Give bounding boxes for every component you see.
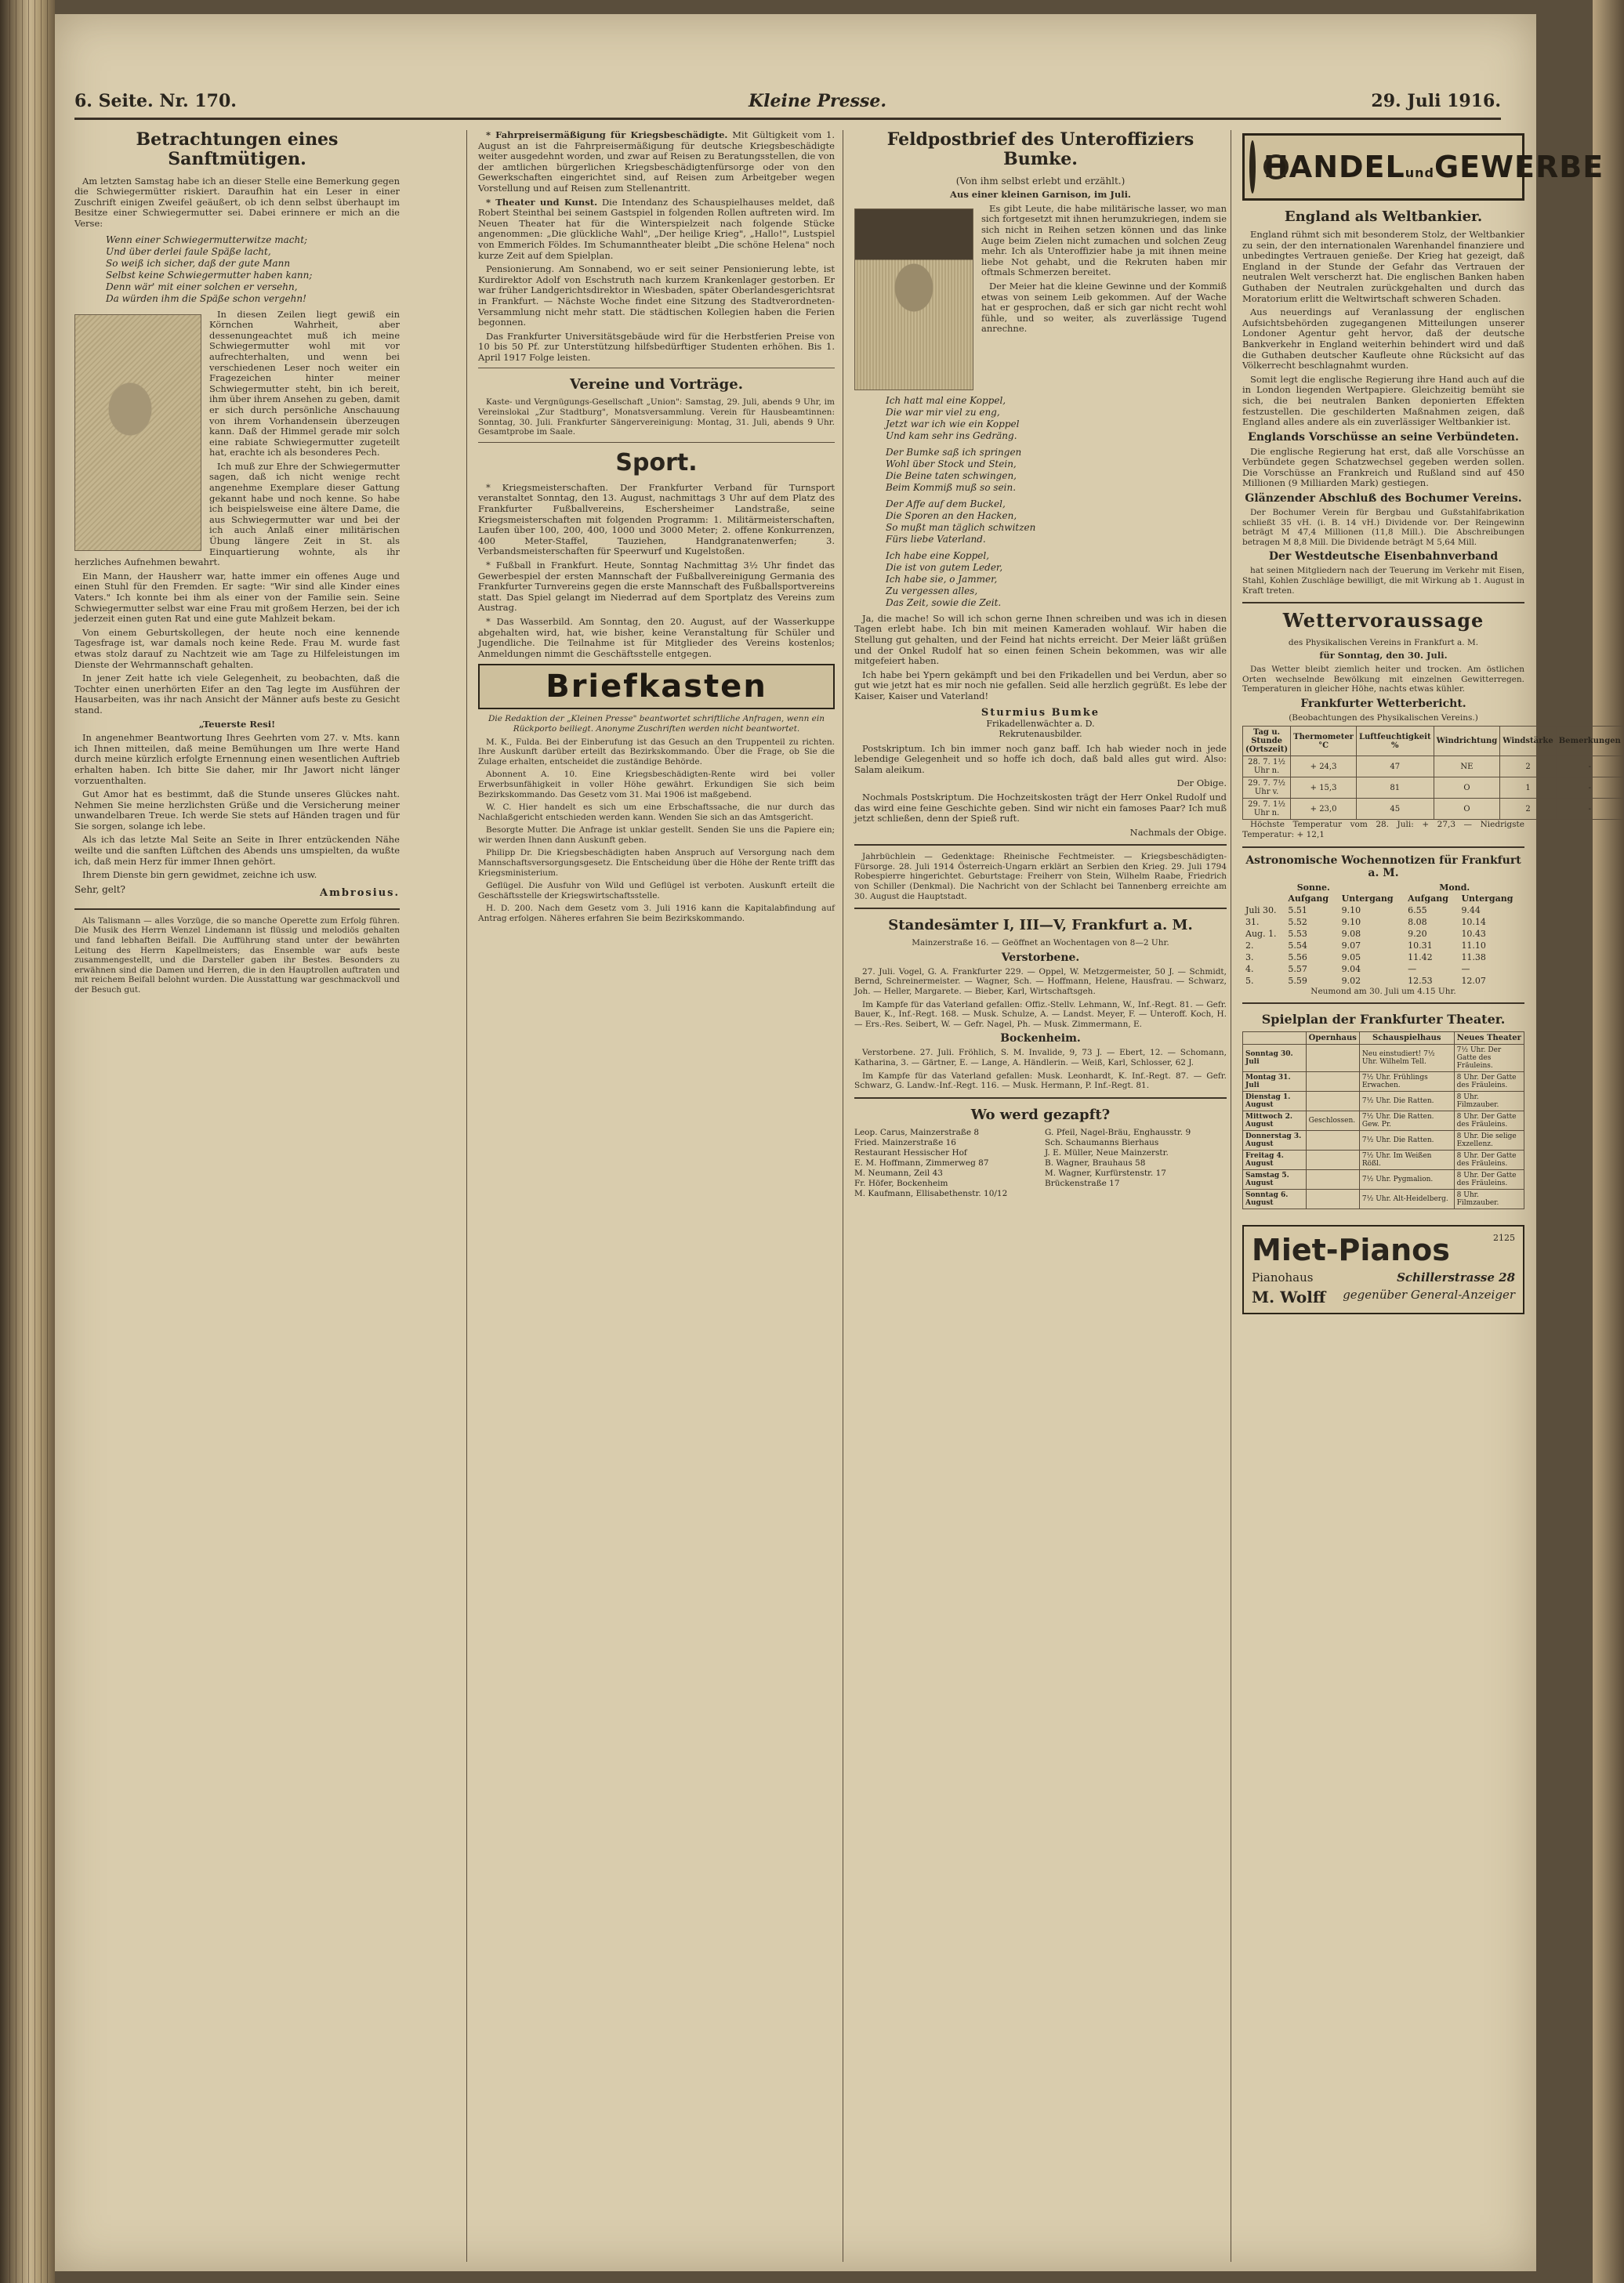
poem-line: Ich habe sie, o Jammer, <box>886 573 998 585</box>
subsection-title: Bockenheim. <box>1000 1032 1081 1045</box>
section-divider <box>1242 1002 1524 1004</box>
theater-table <box>1242 1031 1524 1209</box>
table-header: Tag u. Stunde (Ortszeit) <box>1243 727 1291 756</box>
poem-line: Ich habe eine Koppel, <box>886 549 990 561</box>
astro-note: Neumond am 30. Juli um 4.15 Uhr. <box>1310 986 1456 996</box>
table-cell: 8 Uhr. Der Gatte des Fräuleins. <box>1454 1111 1524 1131</box>
table-cell: 7½ Uhr. Die Ratten. <box>1359 1131 1454 1151</box>
table-cell: 1 <box>1500 777 1556 799</box>
table-cell: 81 <box>1356 777 1434 799</box>
masthead: Kleine Presse. <box>749 91 887 111</box>
table-cell <box>1306 1151 1359 1170</box>
table-cell: O <box>1434 799 1500 820</box>
postscript: Postskriptum. Ich bin immer noch ganz baff. Ich hab wieder noch in jede lebendige Gelegenheit und so hoffe ich doch, daß bald alles gut wird. Also: Salam aleikum. <box>854 742 1227 775</box>
sign-remark: Sehr, gelt? <box>74 883 125 895</box>
item-text: Die Intendanz des Schauspielhauses meldet, daß Robert Steinthal bei seinem Gastspiel in folgenden Rollen auftreten wird. Im Neuen Theater hat für die Winterspielzeit nach folgende Stücke angenommen: „Die glückliche Wahl", „Der heilige Krieg", „Hallo!", Lustspiel von Emmerich Földes. Im Schumanntheater bleibt „Die schöne Helena" noch kurze Zeit auf dem Spielplan. <box>478 196 835 261</box>
registry-text: Verstorbene. 27. Juli. Fröhlich, S. M. Invalide, 9, 73 J. — Ebert, 12. — Schomann, Katharina, 3. — Gärtner, E. — Lange, A. Händlerin. — Weiß, Karl, Schlosser, 62 J. <box>854 1048 1227 1067</box>
subsection-title: Verstorbene. <box>1001 951 1080 964</box>
article-paragraph: Am letzten Samstag habe ich an dieser Stelle eine Bemerkung gegen die Schwiegermütter riskiert. Daraufhin hat ein Leser in einer Zuschrift einigen Zweifel geäußert, ob ich denn selbst überhaupt im Besitze einer Schwiegermutter sei. Dabei erinnere er mich an die Verse: <box>74 175 400 229</box>
briefkasten-answer: H. D. 200. Nach dem Gesetz vom 3. Juli 1916 kann die Kapitalabfindung auf Antrag erfolgen. Näheres erfahren Sie beim Bezirkskommando. <box>478 904 835 924</box>
table-header: Windrichtung <box>1434 727 1500 756</box>
article-title: Der Westdeutsche Eisenbahnverband <box>1268 550 1499 564</box>
table-cell: - <box>1556 777 1623 799</box>
section-subtitle: Mainzerstraße 16. — Geöffnet an Wochentagen von 8—2 Uhr. <box>912 938 1169 948</box>
table-header <box>1243 1032 1307 1045</box>
list-item: Fried. Mainzerstraße 16 <box>854 1137 956 1147</box>
list-item: J. E. Müller, Neue Mainzerstr. <box>1045 1147 1169 1158</box>
weather-table <box>1242 726 1624 820</box>
briefkasten-answer: Geflügel. Die Ausfuhr von Wild und Geflügel ist verboten. Auskunft erteilt die Geschäftsstelle der Kriegswirtschaftsstelle. <box>478 881 835 901</box>
table-cell: 31. <box>1245 916 1260 927</box>
table-cell: 8 Uhr. Filmzauber. <box>1454 1092 1524 1111</box>
postscript-sign: Der Obige. <box>1176 777 1227 789</box>
table-cell: 10.43 <box>1461 928 1486 939</box>
weather-extremes: Höchste Temperatur vom 28. Juli: + 27,3 — Niedrigste Temperatur: + 12,1 <box>1242 820 1524 839</box>
table-row <box>1242 951 1524 963</box>
article-title: Feldpostbrief des Unteroffiziers Bumke. <box>886 129 1194 170</box>
table-cell: 9.05 <box>1341 951 1361 962</box>
poem-line: Die ist von gutem Leder, <box>886 561 1003 573</box>
briefkasten-answer: Philipp Dr. Die Kriegsbeschädigten haben Anspruch auf Versorgung nach dem Mannschaftsversorgungsgesetz. Die Entscheidung über die Höhe der Rente trifft das Kriegsministerium. <box>478 848 835 878</box>
issue-date: 29. Juli 1916. <box>1371 91 1501 111</box>
table-cell: + 24,3 <box>1291 756 1357 777</box>
astro-moon-label: Mond. <box>1439 882 1470 893</box>
table-cell: 9.07 <box>1341 940 1361 951</box>
table-cell: Mittwoch 2. August <box>1243 1111 1307 1131</box>
ad-text: Pianohaus <box>1252 1270 1314 1285</box>
ad-number: 2125 <box>1493 1233 1515 1244</box>
table-cell: — <box>1408 963 1417 974</box>
table-row <box>1243 1131 1524 1151</box>
table-cell: + 23,0 <box>1291 799 1357 820</box>
poem-line: Und kam sehr ins Gedräng. <box>886 429 1017 441</box>
table-header <box>1242 893 1285 904</box>
article-paragraph: England rühmt sich mit besonderem Stolz, der Weltbankier zu sein, der den internationalen Warenhandel finanziere und unbedingtes Vertrauen genieße. Der Krieg hat gezeigt, daß England in der Stunde der Gefahr das Vertrauen der neutralen Welt verscherzt hat. Die englischen Banken haben Guthaben der Neutralen zurückgehalten und durch das Moratorium erlitt die Weltwirtschaft schweren Schaden. <box>1242 229 1524 304</box>
item-heading: * Theater und Kunst. <box>486 196 598 208</box>
table-row <box>1242 940 1524 951</box>
table-cell: Dienstag 1. August <box>1243 1092 1307 1111</box>
poem-line: So mußt man täglich schwitzen <box>886 521 1036 533</box>
poem-line: So weiß ich sicher, daß der gute Mann <box>106 257 291 269</box>
table-cell <box>1306 1092 1359 1111</box>
briefkasten-answer: M. K., Fulda. Bei der Einberufung ist das Gesuch an den Truppenteil zu richten. Ihre Auskunft darüber erteilt das Bezirkskommando. Über die Frage, ob Sie die Zulage erhalten, entscheidet die zuständige Behörde. <box>478 737 835 766</box>
poem <box>886 498 1227 545</box>
caricature-illustration <box>74 314 201 551</box>
banner-word: und <box>1405 165 1434 180</box>
article-title: Betrachtungen eines Sanftmütigen. <box>136 129 339 170</box>
table-cell: O <box>1434 777 1500 799</box>
article-paragraph: Die englische Regierung hat erst, daß alle Vorschüsse an Verbündete gegen Schatzwechsel gegeben werden sollen. Die Vorschüsse an Frankreich und Rußland sind auf 450 Millionen (9 Milliarden Mark) gestiegen. <box>1242 445 1524 489</box>
letter-closing: Ihrem Dienste bin gern gewidmet, zeichne ich usw. <box>82 869 317 881</box>
article-paragraph: Es gibt Leute, die habe militärische lasser, wo man sich fortgesetzt mit ihnen herumzukriegen, indem sie sich nicht in Reihen setzen können und das linke Auge beim Zielen nicht zumachen und solchen Zeug mehr. Ich als Unteroffizier habe ja mit ihnen meine liebe Not gehabt, und die Rekruten haben mir oftmals Schmerzen bereitet. <box>981 202 1227 278</box>
table-row <box>1242 904 1524 916</box>
weather-text: Das Wetter bleibt ziemlich heiter und trocken. Am östlichen Orten wechselnde Bewölkung mit einzelnen Gewitterregen. Temperaturen in gleicher Höhe, nachts etwas kühler. <box>1242 665 1524 694</box>
table-cell: Neu einstudiert! 7½ Uhr. Wilhelm Tell. <box>1359 1045 1454 1072</box>
poem-line: Das Zeit, sowie die Zeit. <box>886 596 1002 608</box>
table-cell: 5.53 <box>1288 928 1307 939</box>
table-cell: 12.53 <box>1408 975 1433 986</box>
piano-advertisement <box>1242 1225 1524 1314</box>
astro-title: Astronomische Wochennotizen für Frankfurt a. M. <box>1245 853 1521 879</box>
table-cell: 10.14 <box>1461 916 1486 927</box>
article-paragraph: hat seinen Mitgliedern nach der Teuerung im Verkehr mit Eisen, Stahl, Kohlen Zuschläge bewilligt, die mit Wirkung ab 1. August in Kraft treten. <box>1242 566 1524 596</box>
weather-subtitle: des Physikalischen Vereins in Frankfurt a. M. <box>1288 637 1479 647</box>
poem-line: Und über derlei faule Späße lacht, <box>106 245 271 257</box>
table-row <box>1242 963 1524 975</box>
author-signature: Sturmius Bumke <box>981 706 1100 719</box>
table-cell: 3. <box>1245 951 1254 962</box>
table-cell: 5.59 <box>1288 975 1307 986</box>
weather-obs-subtitle: (Beobachtungen des Physikalischen Vereins.) <box>1289 712 1478 723</box>
table-cell: 9.08 <box>1341 928 1361 939</box>
table-cell: 7½ Uhr. Im Weißen Rößl. <box>1359 1151 1454 1170</box>
column-2 <box>478 130 835 927</box>
ad-text: gegenüber General-Anzeiger <box>1343 1288 1515 1303</box>
table-cell: + 15,3 <box>1291 777 1357 799</box>
page-header <box>74 86 1501 120</box>
list-item: M. Neumann, Zeil 43 <box>854 1168 943 1178</box>
weather-title: Wettervoraussage <box>1282 609 1484 632</box>
article-title: Englands Vorschüsse an seine Verbündeten. <box>1248 430 1519 444</box>
table-header: Untergang <box>1341 893 1394 904</box>
list-item: G. Pfeil, Nagel-Bräu, Enghausstr. 9 <box>1045 1127 1191 1137</box>
list-item: M. Wagner, Kurfürstenstr. 17 <box>1045 1168 1166 1178</box>
author-title: Rekrutenausbilder. <box>999 728 1082 739</box>
poem-line: Wohl über Stock und Stein, <box>886 458 1017 469</box>
table-cell: NE <box>1434 756 1500 777</box>
table-cell: 11.10 <box>1461 940 1486 951</box>
list-item: Brückenstraße 17 <box>1045 1178 1120 1188</box>
weather-obs-title: Frankfurter Wetterbericht. <box>1300 697 1466 710</box>
column-3 <box>854 130 1227 1199</box>
list-item: B. Wagner, Brauhaus 58 <box>1045 1158 1146 1168</box>
table-row <box>1243 1111 1524 1131</box>
table-cell: Aug. 1. <box>1245 928 1277 939</box>
poem-line: Der Affe auf dem Buckel, <box>886 498 1006 509</box>
poem-line: Beim Kommiß muß so sein. <box>886 481 1017 493</box>
table-cell: - <box>1556 799 1623 820</box>
table-header: Bemerkungen <box>1556 727 1623 756</box>
poem-line: Fürs liebe Vaterland. <box>886 533 986 545</box>
table-cell: 7½ Uhr. Die Ratten. Gew. Pr. <box>1359 1111 1454 1131</box>
table-cell: 9.10 <box>1341 904 1361 915</box>
article-paragraph: Aus neuerdings auf Veranlassung der englischen Aufsichtsbehörden zugegangenen Mitteilungen unserer Londoner Agentur geht hervor, daß der deutsche Bankverkehr in England weiterhin behindert wird und daß die Guthaben deutscher Kaufleute ohne Rücksicht auf das Völkerrecht beschlagnahmt wurden. <box>1242 306 1524 371</box>
author-signature: Ambrosius. <box>319 886 400 899</box>
table-header: Thermometer °C <box>1291 727 1357 756</box>
section-title: Vereine und Vorträge. <box>570 376 743 393</box>
sport-heading: Sport. <box>615 448 698 477</box>
sport-text: * Fußball in Frankfurt. Heute, Sonntag Nachmittag 3½ Uhr findet das Gewerbespiel der ersten Mannschaft der Fußballvereinigung Germania des Frankfurter Turnvereins gegen die erste Mannschaft des Fußballsportvereins statt. Das Spiel gelangt im Niederrad auf dem Sportplatz des Vereins zum Austrag. <box>478 560 835 614</box>
briefkasten-answer: W. C. Hier handelt es sich um eine Erbschaftssache, die nur durch das Nachlaßgericht entschieden werden kann. Wenden Sie sich an das Amtsgericht. <box>478 803 835 822</box>
briefkasten-answer: Abonnent A. 10. Eine Kriegsbeschädigten-Rente wird bei voller Erwerbsunfähigkeit in voller Höhe gewährt. Erkundigen Sie sich beim Bezirkskommando. Das Gesetz vom 31. Mai 1906 ist maßgebend. <box>478 770 835 799</box>
table-cell <box>1306 1072 1359 1092</box>
table-header: Luftfeuchtigkeit % <box>1356 727 1434 756</box>
section-divider <box>854 844 1227 846</box>
registry-text: Im Kampfe für das Vaterland gefallen: Offiz.-Stellv. Lehmann, W., Inf.-Regt. 81. — Gefr. Bauer, K., Inf.-Regt. 168. — Musk. Schulze, A. — Landst. Meyer, F. — Unteroff. Koch, H. — Ers.-Res. Seibert, W. — Gefr. Nagel, Ph. — Musk. Zimmermann, E. <box>854 999 1227 1029</box>
ad-address: Schillerstrasse 28 <box>1397 1270 1515 1285</box>
gear-icon <box>1249 140 1256 194</box>
table-cell: 8 Uhr. Der Gatte des Fräuleins. <box>1454 1151 1524 1170</box>
table-cell: Geschlossen. <box>1306 1111 1359 1131</box>
table-cell: 8 Uhr. Der Gatte des Fräuleins. <box>1454 1072 1524 1092</box>
article-paragraph: Der Bochumer Verein für Bergbau und Gußstahlfabrikation schließt 35 vH. (i. B. 14 vH.) Dividende vor. Der Reingewinn beträgt M 47,4 Millionen (11,8 Mill.). Die Abschreibungen betragen M 8,8 Mill. Die Dividende beträgt M 5,64 Mill. <box>1242 508 1524 547</box>
table-header: Aufgang <box>1288 893 1329 904</box>
poem-line: Selbst keine Schwiegermutter haben kann; <box>106 269 313 281</box>
table-cell: - <box>1556 756 1623 777</box>
poem-line: Da würden ihm die Späße schon vergehn! <box>106 292 306 304</box>
section-title: Standesämter I, III—V, Frankfurt a. M. <box>888 917 1193 934</box>
table-cell: 2. <box>1245 940 1254 951</box>
feuilleton-text: Als Talismann — alles Vorzüge, die so manche Operette zum Erfolg führen. Die Musik des Herrn Wenzel Lindemann ist flüssig und melodiös gehalten und fand lebhaften Beifall. Die Aufführung stand unter der bewährten Leitung des Herrn Kapellmeisters; das Ensemble war aufs beste zusammengestellt, und die Darsteller gaben ihr Bestes. Besonders zu erwähnen sind die Damen und Herren, die in den Hauptrollen auftraten und mit reichem Beifall belohnt wurden. Die Ausstattung war geschmackvoll und der Besuch gut. <box>74 915 400 995</box>
table-cell: 5.56 <box>1288 951 1307 962</box>
section-divider <box>854 908 1227 909</box>
table-cell: Donnerstag 3. August <box>1243 1131 1307 1151</box>
banner-word: HANDEL <box>1263 150 1405 184</box>
section-title: Wo werd gezapft? <box>970 1106 1111 1123</box>
table-cell <box>1306 1170 1359 1190</box>
soldier-portrait <box>854 208 973 390</box>
book-right-edge <box>1593 0 1624 2283</box>
table-row <box>1242 975 1524 987</box>
table-cell: 5.51 <box>1288 904 1307 915</box>
list-item: Leop. Carus, Mainzerstraße 8 <box>854 1127 980 1137</box>
sport-text: * Kriegsmeisterschaften. Der Frankfurter Verband für Turnsport veranstaltet Sonntag, den 13. August, nachmittags 3 Uhr auf dem Platz des Frankfurter Fußballvereins, Eschersheimer Landstraße, seine Kriegsmeisterschaften mit folgenden Programm: 1. Militärmeisterschaften, Laufen über 100, 200, 400, 1000 und 3000 Meter; 2. offene Konkurrenzen, 400 Meter-Staffel, Tauziehen, Handgranatenwerfen; 3. Verbandsmeisterschaften für Speerwurf und Kugelstoßen. <box>478 481 835 557</box>
table-header: Neues Theater <box>1454 1032 1524 1045</box>
section-divider <box>478 442 835 443</box>
list-item: Sch. Schaumanns Bierhaus <box>1045 1137 1159 1147</box>
registry-text: 27. Juli. Vogel, G. A. Frankfurter 229. — Oppel, W. Metzgermeister, 50 J. — Schmidt, Bernd, Schreinermeister. — Wagner, Sch. — Hoffmann, Helene, Hausfrau. — Schwarz, Joh. — Heller, Margarete. — Bieber, Karl, Wirtschaftsgeh. <box>854 966 1227 997</box>
table-cell: Sonntag 30. Juli <box>1243 1045 1307 1072</box>
weather-date: für Sonntag, den 30. Juli. <box>1319 650 1448 661</box>
table-cell: 29. 7. 1½ Uhr n. <box>1243 799 1291 820</box>
poem-line: Zu vergessen alles, <box>886 585 978 596</box>
article-paragraph: Als ich das letzte Mal Seite an Seite in Ihrer entzückenden Nähe weilte und die sanften Lüftchen des Abends uns umspielten, da wußte ich, daß mein Herz für immer Ihnen gehört. <box>74 834 400 867</box>
article-paragraph: In angenehmer Beantwortung Ihres Geehrten vom 27. v. Mts. kann ich Ihnen mitteilen, daß meine Bemühungen um Ihre werte Hand durch meine kürzlich erfolgte Ernennung einen wesentlichen Auftrieb erhalten haben. Ich bitte Sie daher, mir Ihr Jawort nicht länger vorzuenthalten. <box>74 732 400 786</box>
newspaper-page <box>55 14 1621 2271</box>
poem-line: Der Bumke saß ich springen <box>886 446 1022 458</box>
table-cell: Samstag 5. August <box>1243 1170 1307 1190</box>
table-cell: Juli 30. <box>1245 904 1277 915</box>
table-cell: 11.42 <box>1408 951 1433 962</box>
table-cell <box>1306 1045 1359 1072</box>
table-cell: — <box>1461 963 1470 974</box>
table-cell: 8 Uhr. Der Gatte des Fräuleins. <box>1454 1170 1524 1190</box>
ad-company: M. Wolff <box>1252 1288 1326 1307</box>
table-cell: 2 <box>1500 756 1556 777</box>
table-cell: 9.10 <box>1341 916 1361 927</box>
table-cell: 9.20 <box>1408 928 1427 939</box>
table-row <box>1243 1190 1524 1209</box>
article-title: Glänzender Abschluß des Bochumer Vereins. <box>1245 492 1522 506</box>
table-row <box>1243 1072 1524 1092</box>
article-paragraph: In jener Zeit hatte ich viele Gelegenheit, zu beobachten, daß die Tochter einen unerhörten Eifer an den Tag legte im Ausführen der Hausarbeiten, was ihr nach Ansicht der Männer aufs beste zu Gesicht stand. <box>74 672 400 716</box>
section-divider <box>854 1097 1227 1099</box>
table-cell: 28. 7. 1½ Uhr n. <box>1243 756 1291 777</box>
postscript: Nochmals Postskriptum. Die Hochzeitskosten trägt der Herr Onkel Rudolf und das wird eine feine Geschichte geben. Sind wir nicht ein famoses Paar? Ich muß jetzt schließen, denn der Spieß ruft. <box>854 791 1227 824</box>
item-text: Pensionierung. Am Sonnabend, wo er seit seiner Pensionierung lebte, ist Kurdirektor Adolf von Eschstruth nach kurzem Krankenlager gestorben. Er war früher Landgerichtsdirektor in Wiesbaden, später Oberlandesgerichtsrat in Frankfurt. — Nächste Woche findet eine Sitzung des Stadtverordneten-Versammlung nicht mehr statt. Die städtischen Kollegien haben die Ferien begonnen. <box>478 263 835 328</box>
table-cell: 9.44 <box>1461 904 1481 915</box>
list-item: Restaurant Hessischer Hof <box>854 1147 967 1158</box>
table-cell: 7½ Uhr. Pygmalion. <box>1359 1170 1454 1190</box>
table-cell: 2 <box>1500 799 1556 820</box>
table-cell: 8 Uhr. Filmzauber. <box>1454 1190 1524 1209</box>
poem-line: Denn wär' mit einer solchen er versehn, <box>106 281 298 292</box>
table-cell: 7½ Uhr. Der Gatte des Fräuleins. <box>1454 1045 1524 1072</box>
table-cell: 9.02 <box>1341 975 1361 986</box>
banner-word: GEWERBE <box>1434 150 1604 184</box>
briefkasten-note: Die Redaktion der „Kleinen Presse" beantwortet schriftliche Anfragen, wenn ein Rückporto beiliegt. Anonyme Zuschriften werden nicht beantwortet. <box>488 714 825 734</box>
table-cell: 8 Uhr. Die selige Exzellenz. <box>1454 1131 1524 1151</box>
table-cell: 5.57 <box>1288 963 1307 974</box>
column-rule <box>466 130 467 2262</box>
column-4 <box>1242 130 1621 1314</box>
postscript-sign: Nachmals der Obige. <box>1129 826 1227 838</box>
briefkasten-title: Briefkasten <box>546 669 767 705</box>
item-text: Mit Gültigkeit vom 1. August an ist die Fahrpreisermäßigung für deutsche Kriegsbeschädigte weiter ausgedehnt worden, und zwar auf Reisen zu Beratungsstellen, die von der amtlichen bürgerlichen Kriegsbeschädigtenfürsorge oder von den Gewerkschaften eingerichtet sind, auf Reisen zum Arbeitgeber wegen Vorstellung und auf Reisen zum Stellenantritt. <box>478 129 836 194</box>
book-binding-edge <box>0 0 55 2283</box>
table-cell: 5.54 <box>1288 940 1307 951</box>
sport-text: * Das Wasserbild. Am Sonntag, den 20. August, auf der Wasserkuppe abgehalten wird, hat, wie bisher, keine Veranstaltung für Schüler und Jugendliche. Die Teilnahme ist für Mitglieder des Vereins kostenlos; Anmeldungen nimmt die Geschäftsstelle entgegen. <box>478 615 835 659</box>
table-header: Windstärke <box>1500 727 1556 756</box>
poem-line: Die Sporen an den Hacken, <box>886 509 1017 521</box>
section-text: Kaste- und Vergnügungs-Gesellschaft „Union": Samstag, 29. Juli, abends 9 Uhr, im Vereinslokal „Zur Stadtburg", Monatsversammlung. Verein für Hausbeamtinnen: Sonntag, 30. Juli. Frankfurter Sängervereinigung: Montag, 31. Juli, abends 9 Uhr. Gesamtprobe im Saale. <box>478 397 835 437</box>
table-cell: 5. <box>1245 975 1254 986</box>
poem-line: Wenn einer Schwiegermutterwitze macht; <box>106 234 308 245</box>
table-header: Aufgang <box>1408 893 1448 904</box>
article-paragraph: Der Meier hat die kleine Gewinne und der Kommiß etwas von seinem Leib gekommen. Auf der Wache hat er gesprochen, daß er sich gar nicht recht wohl fühle, und so weiter, als zuverlässige Tugend anrechne. <box>981 280 1227 335</box>
poem-line: Die war mir viel zu eng, <box>886 406 1000 418</box>
poem <box>886 550 1227 609</box>
ad-title: Miet-Pianos <box>1252 1233 1450 1268</box>
briefkasten-answer: Besorgte Mutter. Die Anfrage ist unklar gestellt. Senden Sie uns die Papiere ein; wir werden Ihnen dann Auskunft geben. <box>478 825 835 845</box>
table-cell: Montag 31. Juli <box>1243 1072 1307 1092</box>
table-cell: 4. <box>1245 963 1254 974</box>
table-row <box>1243 1045 1524 1072</box>
table-row <box>1243 799 1624 820</box>
table-cell <box>1306 1131 1359 1151</box>
table-cell <box>1306 1190 1359 1209</box>
table-header: Schauspielhaus <box>1359 1032 1454 1045</box>
letter-salutation: „Teuerste Resi! <box>198 718 276 730</box>
table-cell: 7½ Uhr. Frühlings Erwachen. <box>1359 1072 1454 1092</box>
calendar-text: Jahrbüchlein — Gedenktage: Rheinische Fechtmeister. — Kriegsbeschädigten-Fürsorge. 28. Juli 1914 Österreich-Ungarn erklärt an Serbien den Krieg. 29. Juli 1794 Robespierre hingerichtet. Geburtstage: Freiherr von Stein, Wilhelm Raabe, Friedrich von Schiller (Denkmal). Die Nachricht von der Schlacht bei Tannenberg erreichte am 30. August die Hauptstadt. <box>854 852 1227 901</box>
table-row <box>1242 928 1524 940</box>
column-1 <box>74 130 400 998</box>
item-heading: * Fahrpreisermäßigung für Kriegsbeschädigte. <box>486 129 728 140</box>
article-paragraph: Gut Amor hat es bestimmt, daß die Stunde unseres Glückes naht. Nehmen Sie meine herzlichsten Grüße und die Versicherung meiner unwandelbaren Treue. Ich werde Sie stets auf Händen tragen und für Sie sorgen, solange ich lebe. <box>74 788 400 832</box>
item-text: Das Frankfurter Universitätsgebäude wird für die Herbstferien Preise von 10 bis 50 Pf. zur Unterstützung hilfsbedürftiger Studenten erhöhen. Bis 1. April 1917 Folge leisten. <box>478 330 835 363</box>
table-cell: 45 <box>1356 799 1434 820</box>
article-dateline: Aus einer kleinen Garnison, im Juli. <box>950 189 1131 201</box>
article-paragraph: Somit legt die englische Regierung ihre Hand auch auf die in London liegenden Wertpapiere. Gleichzeitig bemüht sie sich, die bei neutralen Banken deponierten Effekten festzustellen. Die geschilderten Maßnahmen zeigen, daß England alles andere als ein zuverlässiger Weltbankier ist. <box>1242 373 1524 428</box>
briefkasten-banner <box>478 664 835 709</box>
table-cell: 7½ Uhr. Alt-Heidelberg. <box>1359 1190 1454 1209</box>
list-item: Fr. Höfer, Bockenheim <box>854 1178 948 1188</box>
table-cell: 10.31 <box>1408 940 1433 951</box>
table-row <box>1243 756 1624 777</box>
table-cell: 29. 7. 7½ Uhr v. <box>1243 777 1291 799</box>
list-item: E. M. Hoffmann, Zimmerweg 87 <box>854 1158 989 1168</box>
poem <box>106 234 400 305</box>
poem <box>886 447 1227 494</box>
registry-text: Im Kampfe für das Vaterland gefallen: Musk. Leonhardt, K. Inf.-Regt. 87. — Gefr. Schwarz, G. Landw.-Inf.-Regt. 116. — Musk. Hermann, P. Inf.-Regt. 81. <box>854 1071 1227 1091</box>
table-row <box>1243 1151 1524 1170</box>
table-cell: 47 <box>1356 756 1434 777</box>
article-title: England als Weltbankier. <box>1284 208 1483 225</box>
table-cell: 8.08 <box>1408 916 1427 927</box>
poem-line: Die Beine taten schwingen, <box>886 469 1017 481</box>
section-divider <box>1242 602 1524 603</box>
article-paragraph: Ja, die mache! So will ich schon gerne Ihnen schreiben und was ich in diesen Tagen erlebt habe. Ich bin mit meinen Kameraden wohlauf. Wir haben die Stellung gut gehalten, und der Feind hat nichts erreicht. Der Meier läßt grüßen und der Onkel Rudolf hat so einen feinen Schein bekommen, was wir alle mitgefeiert haben. <box>854 612 1227 667</box>
table-row <box>1243 777 1624 799</box>
poem <box>886 395 1227 442</box>
table-cell: Freitag 4. August <box>1243 1151 1307 1170</box>
tavern-list <box>854 1128 1227 1199</box>
article-paragraph: Ich muß zur Ehre der Schwiegermutter sagen, daß ich nicht wenige recht angenehme Exemplare dieser Gattung gekannt habe und noch kenne. So habe ich beispielsweise eine ältere Dame, die aus Schwiegermutter war und bei der ich auch Anlaß einer militärischen Übung längere Zeit in St. als Einquartierung wohnte, als ihr herzliches Aufnehmen bewahrt. <box>74 460 400 568</box>
article-paragraph: Ein Mann, der Hausherr war, hatte immer ein offenes Auge und einen Stuhl für den Fremden. Er sagte: "Wir sind alle Kinder eines Vaters." Ich konnte bei ihm als einer von der Familie sein. Seine Schwiegermutter selbst war eine Frau mit großem Herzen, bei der ich jederzeit einen guten Rat und eine gute Mahlzeit bekam. <box>74 570 400 625</box>
article-paragraph: In diesen Zeilen liegt gewiß ein Körnchen Wahrheit, aber dessenungeachtet muß ich meine Schwiegermutter wohl mit vor aufrechterhalten, und wenn bei verschiedenen Leser noch weiter ein Fragezeichen hinter meiner Schwiegermutter steht, bin ich bereit, ihm über ihrem Ansehen zu geben, damit er sich durch persönliche Anschauung von ihrem Vorhandensein überzeugen kann. Daß der Himmel gerade mir solch eine rabiate Schwiegermutter zugeteilt hat, erachte ich als besonderes Pech. <box>209 308 400 458</box>
poem-line: Jetzt war ich wie ein Koppel <box>886 418 1020 429</box>
table-cell: 12.07 <box>1461 975 1486 986</box>
table-cell: Sonntag 6. August <box>1243 1190 1307 1209</box>
table-header: Opernhaus <box>1306 1032 1359 1045</box>
handel-gewerbe-banner <box>1242 133 1604 201</box>
theater-title: Spielplan der Frankfurter Theater. <box>1261 1012 1506 1027</box>
author-title: Frikadellenwächter a. D. <box>986 718 1095 729</box>
section-divider <box>1242 846 1524 848</box>
table-cell: 7½ Uhr. Die Ratten. <box>1359 1092 1454 1111</box>
section-divider <box>74 908 400 910</box>
astro-sun-label: Sonne. <box>1296 882 1330 893</box>
table-cell: 9.04 <box>1341 963 1361 974</box>
table-row <box>1242 916 1524 928</box>
table-row <box>1243 1092 1524 1111</box>
table-row <box>1243 1170 1524 1190</box>
table-cell: 5.52 <box>1288 916 1307 927</box>
poem-line: Ich hatt mal eine Koppel, <box>886 394 1006 406</box>
table-cell: 6.55 <box>1408 904 1427 915</box>
article-paragraph: Von einem Geburtskollegen, der heute noch eine kennende Tagesfrage ist, war damals noch keine Rede. Frau M. wurde fast etwas stolz darauf zu Nachtzeit wie am Tage zu Hilfeleistungen im Dienste der Wehrmannschaft gehalten. <box>74 626 400 670</box>
list-item: M. Kaufmann, Ellisabethenstr. 10/12 <box>854 1188 1008 1198</box>
article-subtitle: (Von ihm selbst erlebt und erzählt.) <box>955 175 1126 187</box>
table-cell: 11.38 <box>1461 951 1486 962</box>
astro-table <box>1242 893 1524 987</box>
article-paragraph: Ich habe bei Ypern gekämpft und bei den Frikadellen und bei Verdun, aber so gut wie jetzt hat es mir noch nie gefallen. Seid alle herzlich gegrüßt. Es lebe der Kaiser, Kaiser und Vaterland! <box>854 669 1227 701</box>
table-header: Untergang <box>1461 893 1513 904</box>
page-number: 6. Seite. Nr. 170. <box>74 91 237 111</box>
